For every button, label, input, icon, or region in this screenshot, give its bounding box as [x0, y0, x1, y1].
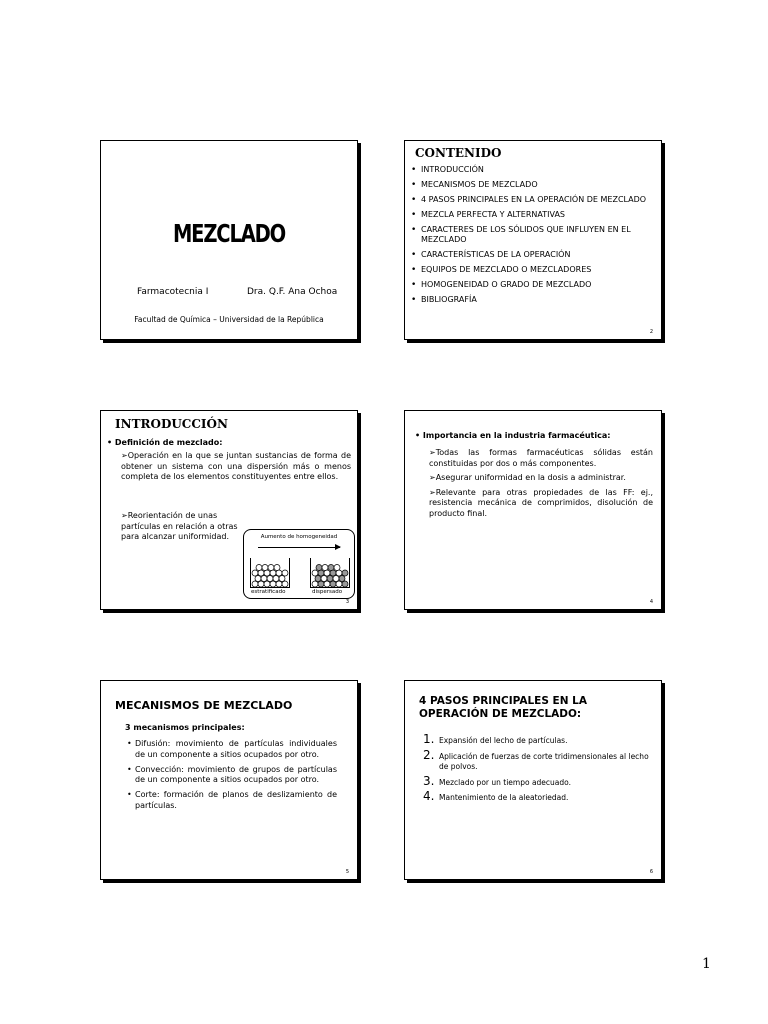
dispersed-label: dispersado: [312, 589, 343, 595]
list-item: • MECANISMOS DE MEZCLADO: [409, 180, 655, 190]
page-number: 1: [702, 956, 711, 972]
list-item: • 4 PASOS PRINCIPALES EN LA OPERACIÓN DE MEZCLADO: [409, 195, 655, 205]
list-item: ➢Todas las formas farmacéuticas sólidas están constituidas por dos o más componentes.: [429, 448, 653, 468]
heading-line-2: OPERACIÓN DE MEZCLADO:: [419, 708, 582, 720]
importance-list: [429, 448, 653, 523]
mixing-diagram: [243, 529, 355, 599]
definition-text: ➢Operación en la que se juntan sustancias de forma de obtener un sistema con una dispersión más o menos completa de los elementos constituyentes entre ellos.: [121, 451, 351, 481]
list-item: • BIBLIOGRAFÍA: [409, 295, 655, 305]
slide-number: 6: [649, 869, 653, 875]
slide-number: 3: [345, 599, 349, 605]
slide-heading: INTRODUCCIÓN: [115, 417, 228, 431]
list-item: • Corte: formación de planos de deslizamiento de partículas.: [127, 790, 337, 812]
list-item: • CARACTERÍSTICAS DE LA OPERACIÓN: [409, 250, 655, 260]
list-item: ➢Asegurar uniformidad en la dosis a administrar.: [429, 473, 626, 482]
definition-label: • Definición de mezclado:: [107, 438, 222, 447]
list-item: ➢Relevante para otras propiedades de las FF: ej., resistencia mecánica de comprimidos, disolución de producto final.: [429, 487, 653, 518]
course-name: Farmacotecnia I: [137, 287, 209, 297]
faculty-name: Facultad de Química – Universidad de la República: [134, 315, 324, 324]
list-item: • INTRODUCCIÓN: [409, 165, 655, 175]
slide-title: MEZCLADO: [172, 219, 286, 248]
step-text: Expansión del lecho de partículas.: [439, 736, 568, 745]
steps-list: [423, 732, 655, 809]
list-item: [423, 789, 655, 804]
reorientation-text: ➢Reorientación de unas partículas en relación a otras para alcanzar uniformidad.: [121, 511, 238, 541]
list-item: • MEZCLA PERFECTA Y ALTERNATIVAS: [409, 210, 655, 220]
step-text: Mantenimiento de la aleatoriedad.: [439, 793, 569, 802]
particles-dispersed-icon: [311, 563, 349, 587]
right-arrow-icon: [258, 547, 340, 548]
step-text: Aplicación de fuerzas de corte tridimensionales al lecho de polvos.: [439, 751, 649, 771]
slide-2-contents: [404, 140, 662, 340]
slide-3-introduction: [100, 410, 358, 610]
list-item: [423, 732, 655, 747]
slide-heading: [419, 695, 587, 721]
slide-heading: MECANISMOS DE MEZCLADO: [115, 699, 293, 712]
mechanisms-subtitle: 3 mecanismos principales:: [125, 723, 245, 732]
list-item: • HOMOGENEIDAD O GRADO DE MEZCLADO: [409, 280, 655, 290]
step-number: 3.: [423, 773, 435, 788]
stratified-label: estratificado: [251, 589, 286, 595]
slide-4-importance: [404, 410, 662, 610]
contents-list: [409, 165, 655, 310]
slide-5-mechanisms: [100, 680, 358, 880]
list-item: • Difusión: movimiento de partículas individuales de un componente a sitios ocupados por otro.: [127, 739, 337, 761]
step-number: 4.: [423, 789, 435, 803]
step-text: Mezclado por un tiempo adecuado.: [439, 777, 571, 787]
heading-line-1: 4 PASOS PRINCIPALES EN LA: [419, 695, 587, 707]
arrow-label: Aumento de homogeneidad: [260, 534, 338, 540]
list-item: • CARACTERES DE LOS SÓLIDOS QUE INFLUYEN EN EL MEZCLADO: [409, 225, 655, 245]
importance-heading: • Importancia en la industria farmacéutica:: [415, 431, 610, 440]
slide-number: 2: [649, 329, 653, 335]
mechanisms-list: [127, 739, 337, 816]
slide-heading: CONTENIDO: [415, 146, 502, 160]
stratified-beaker: [250, 558, 290, 588]
step-number: 2.: [423, 747, 435, 762]
particles-stratified-icon: [251, 563, 289, 587]
list-item: • Convección: movimiento de grupos de partículas de un componente a sitios ocupados por otro.: [127, 765, 337, 787]
list-item: [423, 773, 655, 789]
step-number: 1.: [423, 732, 435, 746]
author-name: Dra. Q.F. Ana Ochoa: [247, 287, 338, 297]
dispersed-beaker: [310, 558, 350, 588]
slide-1-title: [100, 140, 358, 340]
slide-number: 4: [649, 599, 653, 605]
slide-6-steps: [404, 680, 662, 880]
slide-number: 5: [345, 869, 349, 875]
list-item: • EQUIPOS DE MEZCLADO O MEZCLADORES: [409, 265, 655, 275]
list-item: [423, 747, 655, 773]
